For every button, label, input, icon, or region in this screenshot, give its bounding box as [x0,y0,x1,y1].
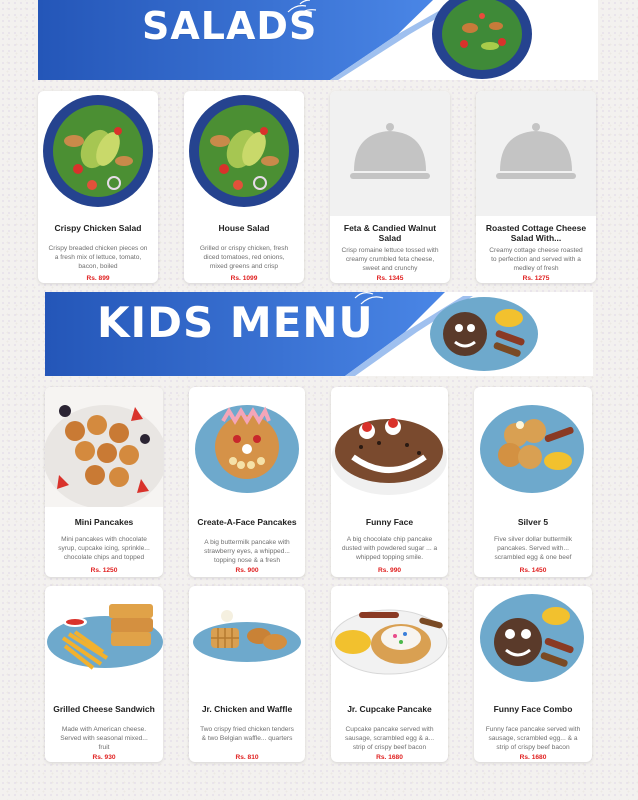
item-price: Rs. 930 [92,754,116,761]
funny-face-plate-image [429,294,539,372]
item-description: Cupcake pancake served with sausage, scrambled egg & a... strip of crispy beef bacon [344,726,435,751]
salads-banner [38,0,598,80]
item-description: Crisp romaine lettuce tossed with creamy crumbled feta cheese, sweet and crunchy [341,247,439,272]
menu-card-crispy-chicken-salad[interactable] [38,91,158,283]
item-price: Rs. 1680 [376,754,403,761]
menu-card-funny-face-combo[interactable] [474,586,592,762]
salad-plate-image [184,91,304,216]
menu-card-jr-cupcake-pancake[interactable] [331,586,448,762]
item-name: Grilled Cheese Sandwich [53,704,155,714]
menu-card-roasted-cottage-cheese-salad[interactable] [476,91,596,283]
item-description: Funny face pancake served with sausage, scrambled egg... & a strip of crispy beef bacon [485,726,581,751]
item-price: Rs. 1345 [376,275,404,282]
chicken-waffle-image [189,586,305,696]
item-description: A big buttermilk pancake with strawberry eyes, a whipped... topping nose & a fresh [204,539,290,564]
menu-card-create-a-face-pancakes[interactable] [189,387,305,577]
menu-card-funny-face[interactable] [331,387,448,577]
menu-card-house-salad[interactable] [184,91,304,283]
item-price: Rs. 899 [86,275,110,282]
item-price: Rs. 990 [377,567,402,574]
item-description: Creamy cottage cheese roasted to perfection and served with a medley of fresh [489,247,583,272]
item-price: Rs. 1680 [519,754,547,761]
mini-pancakes-image [45,387,163,507]
kids-menu-banner [45,292,593,376]
item-description: Made with American cheese. Served with seasonal mixed... fruit [60,726,148,751]
item-name: Funny Face Combo [493,704,573,714]
item-description: Grilled or crispy chicken, fresh diced tomatoes, red onions, mixed greens and crisp [199,245,289,270]
funny-face-combo-image [474,586,592,696]
cloche-icon [330,91,450,216]
silver-5-image [474,387,592,507]
item-description: Two crispy fried chicken tenders & two Belgian waffle... quarters [200,726,294,742]
item-name: Silver 5 [517,517,549,527]
item-name: Funny Face [365,517,414,527]
item-price: Rs. 1450 [519,567,547,574]
salad-plate-image [430,0,534,80]
item-price: Rs. 900 [235,567,259,574]
cloche-icon [476,91,596,216]
funny-face-image [331,387,448,507]
placeholder-image [330,91,450,216]
kids-menu-title: KIDS MENU [97,298,374,347]
item-name: Feta & Candied Walnut Salad [343,223,437,243]
item-description: A big chocolate chip pancake dusted with powdered sugar ... a whipped topping smile. [341,536,438,561]
salad-plate-image [38,91,158,216]
item-price: Rs. 1099 [230,275,258,282]
item-description: Crispy breaded chicken pieces on a fresh mix of lettuce, tomato, bacon, boiled [48,245,148,270]
item-name: Create-A-Face Pancakes [197,517,297,527]
item-description: Five silver dollar buttermilk pancakes. Served with... scrambled egg & one beef [493,536,573,561]
menu-card-mini-pancakes[interactable] [45,387,163,577]
menu-card-silver-5[interactable] [474,387,592,577]
salads-title: SALADS [142,4,318,48]
menu-card-grilled-cheese-sandwich[interactable] [45,586,163,762]
item-name: Mini Pancakes [74,517,134,527]
item-name: Jr. Chicken and Waffle [201,704,293,714]
grilled-cheese-image [45,586,163,696]
item-price: Rs. 1250 [90,567,118,574]
cupcake-pancake-image [331,586,448,696]
item-name: House Salad [218,223,270,233]
menu-card-jr-chicken-and-waffle[interactable] [189,586,305,762]
item-name: Jr. Cupcake Pancake [347,704,432,714]
item-price: Rs. 1275 [522,275,550,282]
item-name: Roasted Cottage Cheese Salad With... [485,223,587,243]
menu-card-feta-candied-walnut-salad[interactable] [330,91,450,283]
create-a-face-image [189,387,305,507]
item-description: Mini pancakes with chocolate syrup, cupcake icing, sprinkle... chocolate chips and topped [58,536,150,561]
item-price: Rs. 810 [235,754,259,761]
item-name: Crispy Chicken Salad [54,223,142,233]
placeholder-image [476,91,596,216]
